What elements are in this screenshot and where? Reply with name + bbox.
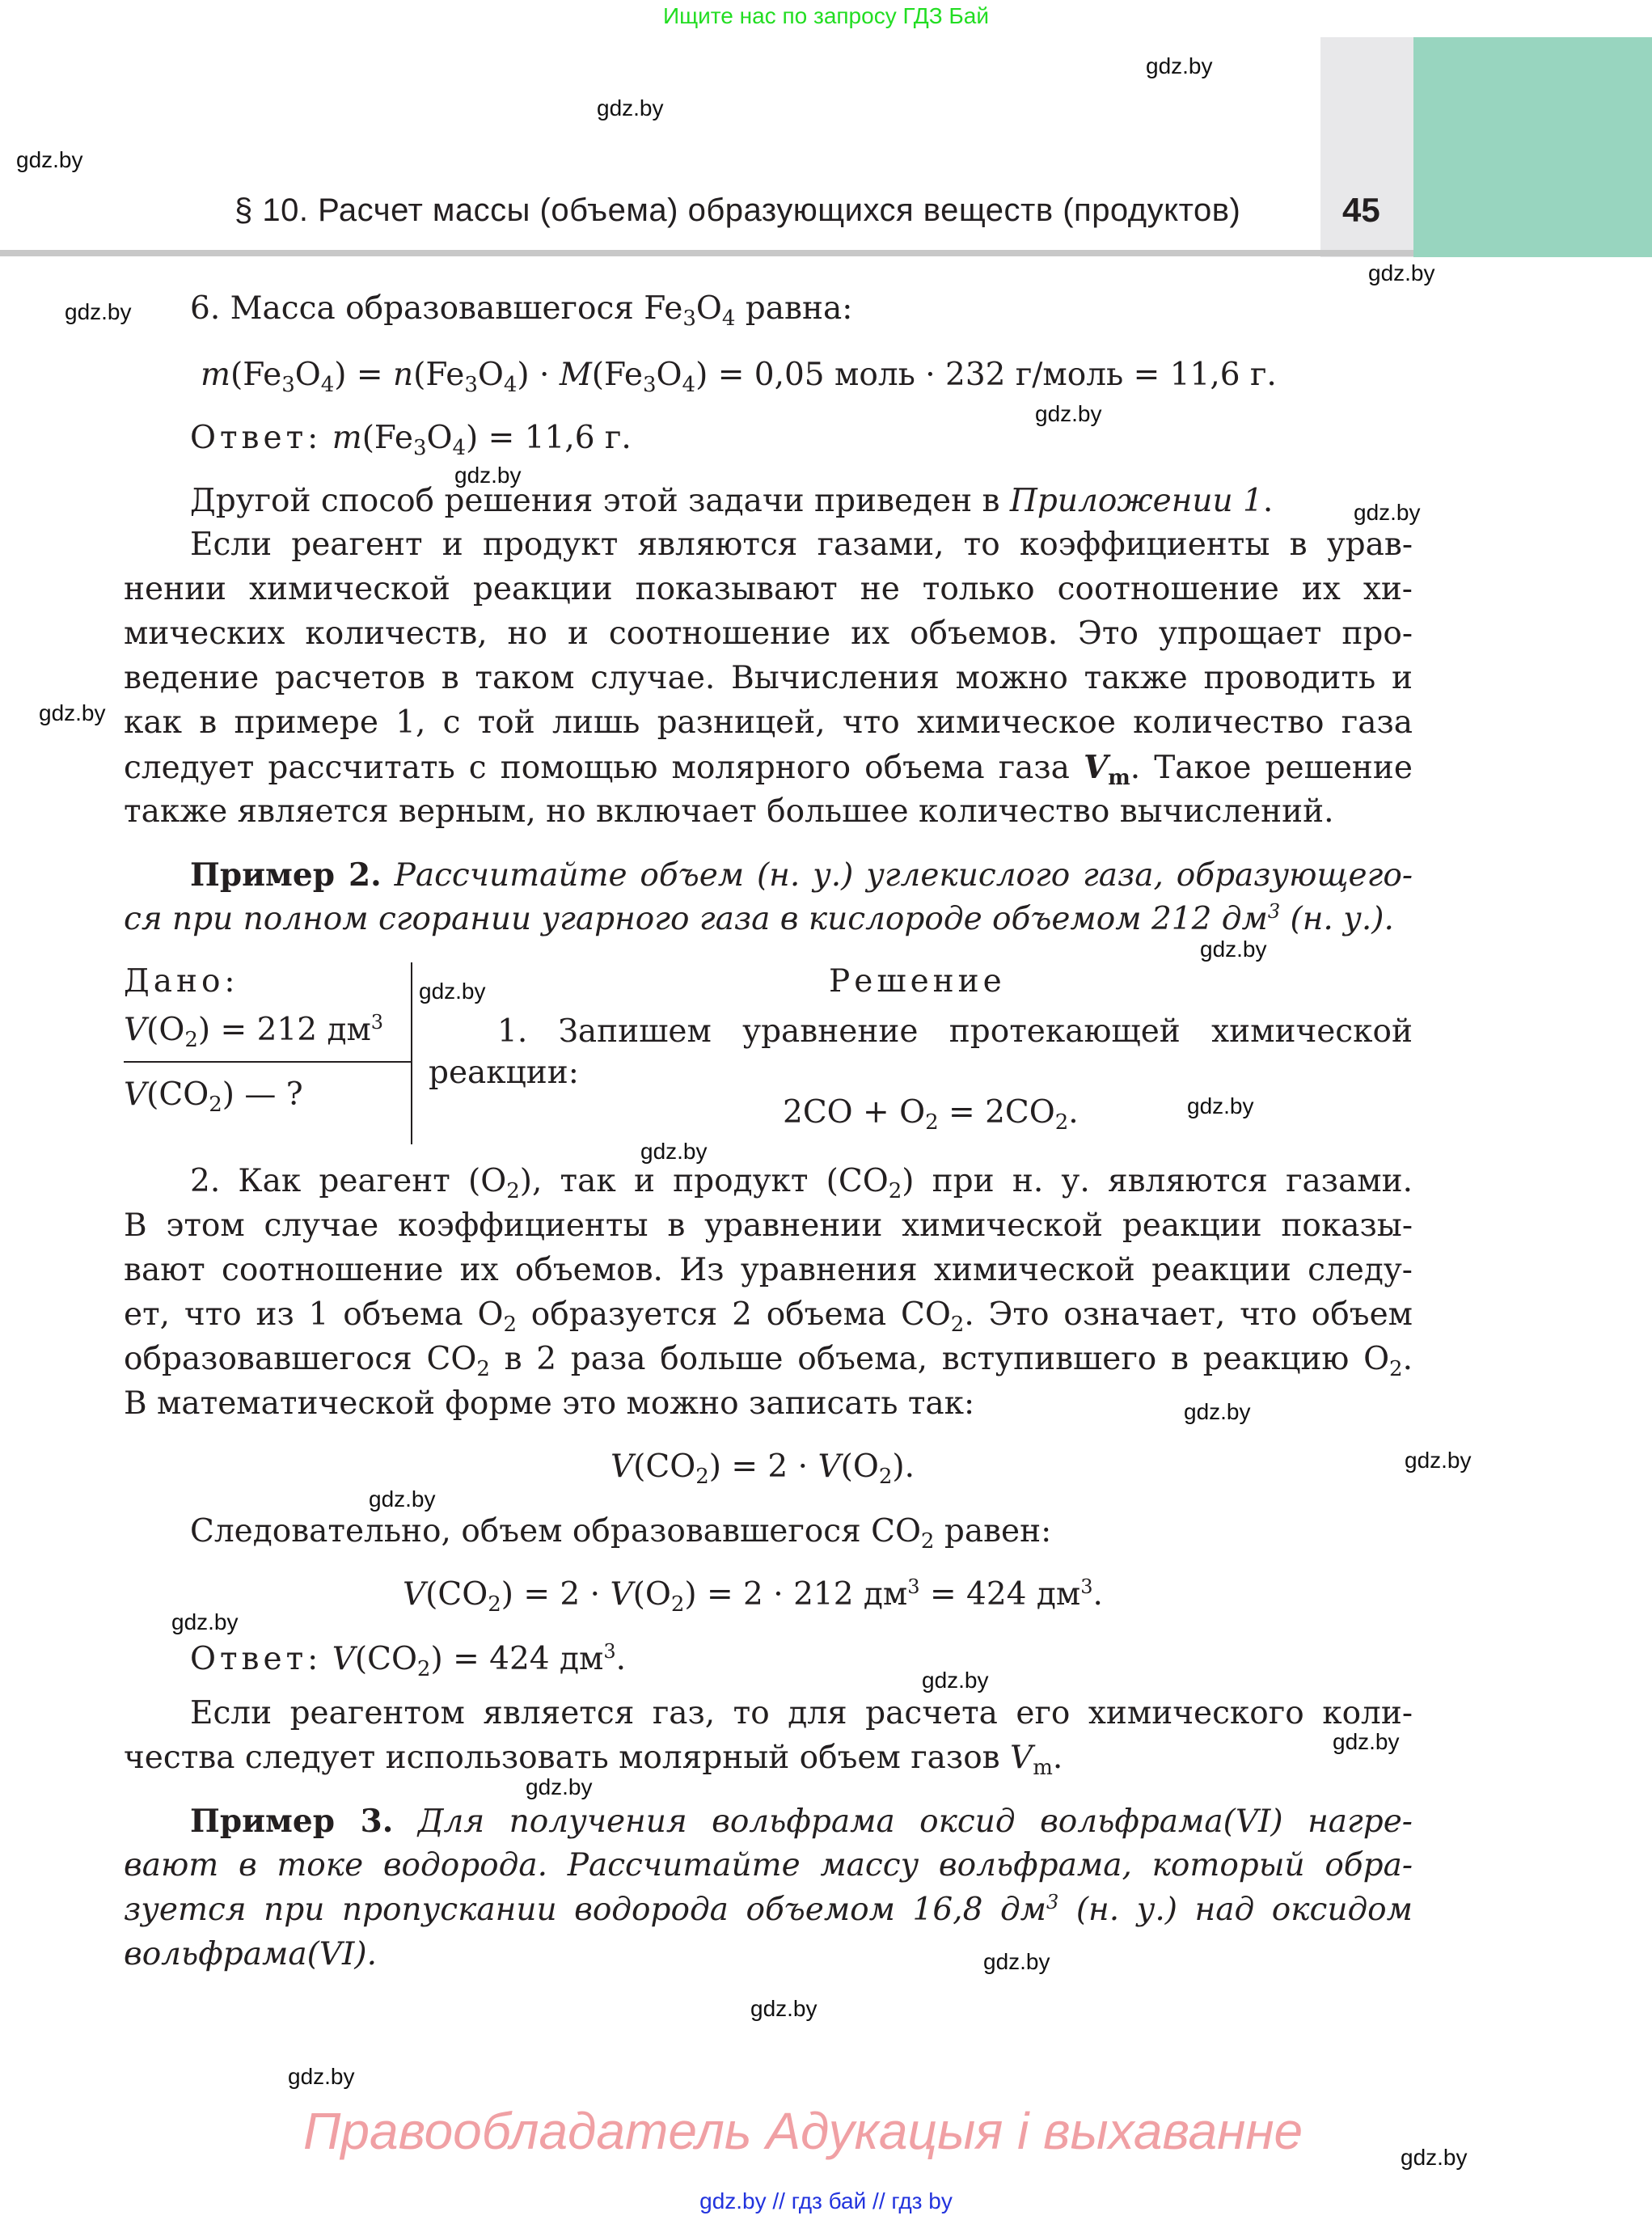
example3-task-line-3: зуется при пропускании водорода объемом 16,8 $дм^3$ (н. у.) над оксидом (124, 1891, 1413, 1928)
example2-answer: Ответ: $V(CO_2) = 424$ $дм^3$. (190, 1640, 627, 1681)
note-line-1: Если реагентом является газ, то для расчета его химического коли- (190, 1695, 1413, 1731)
watermark: gdz.by (640, 1139, 708, 1164)
example3-label: Пример 3. (190, 1803, 394, 1840)
header-accent-block (1413, 37, 1652, 257)
reaction-equation: $2CO + O_2 = 2CO_2$. (783, 1094, 1079, 1135)
watermark: gdz.by (171, 1609, 239, 1634)
gas-para-line-4: ведение расчетов в таком случае. Вычисления можно также проводить и (124, 660, 1413, 696)
watermark: gdz.by (1035, 401, 1102, 426)
section-title: § 10. Расчет массы (объема) образующихся веществ (продуктов) (234, 192, 1241, 228)
watermark: gdz.by (597, 95, 664, 121)
watermark: gdz.by (983, 1949, 1050, 1974)
example3-task-line-4: вольфрама(VI). (124, 1936, 377, 1972)
watermark: gdz.by (369, 1486, 436, 1512)
find-value: $V(CO_2)$ — ? (124, 1076, 303, 1117)
watermark: gdz.by (750, 1996, 818, 2021)
solution-step1-line-2: реакции: (429, 1055, 579, 1091)
watermark: gdz.by (526, 1774, 593, 1799)
step6-heading: 6. Масса образовавшегося $Fe_3O_4$ равна: (190, 290, 853, 331)
example2-label: Пример 2. (190, 856, 382, 894)
watermark: gdz.by (1187, 1093, 1254, 1118)
step2-line-3: вают соотношение их объемов. Из уравнения химической реакции следу- (124, 1252, 1413, 1288)
solution-label: Решение (829, 963, 1006, 1000)
given-value: $V(O_2) = 212$ $дм^3$ (124, 1011, 384, 1052)
watermark: gdz.by (454, 463, 522, 488)
page-number: 45 (1342, 191, 1380, 229)
gas-para-line-1: Если реагент и продукт являются газами, то коэффициенты в урав- (190, 526, 1413, 563)
given-divider-horizontal (124, 1061, 411, 1063)
example2-task-line-1: Пример 2. Рассчитайте объем (н. у.) углекислого газа, образующего- (190, 856, 1413, 894)
gas-para-line-7: также является верным, но включает большее количество вычислений. (124, 793, 1334, 830)
watermark: gdz.by (1146, 53, 1213, 78)
gas-para-line-5: как в примере 1, с той лишь разницей, что химическое количество газа (124, 704, 1413, 741)
step6-answer: Ответ: $m(Fe_3O_4) = 11,6$ г. (190, 420, 632, 460)
given-label: Дано: (124, 963, 239, 1000)
appendix-reference: Приложении 1 (1009, 483, 1263, 519)
gas-para-line-2: нении химической реакции показывают не только соотношение их хи- (124, 571, 1413, 607)
step6-formula: $m(Fe_3O_4) = n(Fe_3O_4) \cdot M(Fe_3O_4) = 0,05$ моль · 232 г/моль = 11,6 г. (201, 357, 1277, 397)
copyright-notice: Правообладатель Адукацыя і выхаванне (303, 2102, 1303, 2160)
step2-line-1: 2. Как реагент $(O_2)$, так и продукт $(CO_2)$ при н. у. являются газами. (190, 1163, 1413, 1203)
step2-line-6: В математической форме это можно записать так: (124, 1385, 975, 1422)
watermark: gdz.by (1368, 260, 1435, 285)
watermark: gdz.by (288, 2064, 355, 2089)
footer-links[interactable]: gdz.by // гдз бай // гдз by (699, 2188, 953, 2213)
gas-para-line-6: следует рассчитать с помощью молярного объема газа $V_m$. Такое решение (124, 749, 1413, 790)
watermark: gdz.by (65, 299, 132, 324)
ratio-formula: $V(CO_2) = 2 \cdot V(O_2)$. (611, 1448, 915, 1489)
watermark: gdz.by (1333, 1729, 1400, 1754)
other-method-text: Другой способ решения этой задачи приведен в Приложении 1. (190, 483, 1274, 519)
watermark: gdz.by (1200, 937, 1267, 962)
watermark: gdz.by (922, 1668, 989, 1693)
watermark: gdz.by (16, 147, 83, 172)
watermark: gdz.by (1401, 2145, 1468, 2170)
step2-line-4: ет, что из 1 объема $O_2$ образуется 2 объема $CO_2$. Это означает, что объем (124, 1296, 1413, 1337)
solution-step1-line-1: 1. Запишем уравнение протекающей химической (497, 1013, 1413, 1050)
example2-task-line-2: ся при полном сгорании угарного газа в кислороде объемом 212 $дм^3$ (н. у.). (124, 900, 1394, 937)
gas-para-line-3: мических количеств, но и соотношение их объемов. Это упрощает про- (124, 615, 1413, 652)
calc-formula: $V(CO_2) = 2 \cdot V(O_2) = 2 \cdot 212$ $дм^3 = 424$ $дм^3$. (403, 1575, 1103, 1617)
step2-line-5: образовавшегося $CO_2$ в 2 раза больше объема, вступившего в реакцию $O_2$. (124, 1341, 1413, 1381)
watermark: gdz.by (1405, 1448, 1472, 1473)
therefore-text: Следовательно, объем образовавшегося $CO_2$ равен: (190, 1513, 1052, 1554)
example3-task-line-1: Пример 3. Для получения вольфрама оксид вольфрама(VI) нагре- (190, 1803, 1413, 1840)
watermark: gdz.by (419, 979, 486, 1004)
step2-line-2: В этом случае коэффициенты в уравнении химической реакции показы- (124, 1207, 1413, 1244)
watermark: gdz.by (1184, 1399, 1251, 1424)
watermark: gdz.by (1354, 500, 1421, 525)
watermark: gdz.by (39, 700, 106, 725)
search-banner[interactable]: Ищите нас по запросу ГДЗ Бай (662, 3, 990, 28)
given-divider-vertical (411, 962, 412, 1144)
note-line-2: чества следует использовать молярный объем газов $V_m$. (124, 1740, 1063, 1780)
header-rule (0, 250, 1413, 256)
example3-task-line-2: вают в токе водорода. Рассчитайте массу вольфрама, который обра- (124, 1847, 1413, 1884)
